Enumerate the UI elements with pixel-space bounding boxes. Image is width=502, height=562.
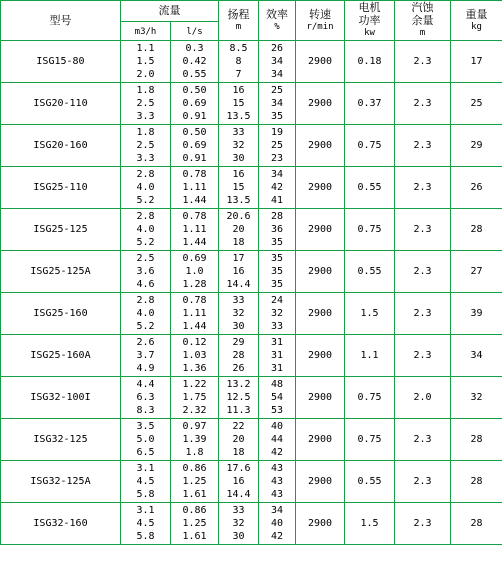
cell-model: ISG15-80	[1, 41, 121, 83]
cell-flow-ls-value: 1.03	[182, 350, 207, 361]
cell-weight: 29	[451, 125, 502, 167]
cell-flow-m3h	[121, 125, 171, 167]
cell-head-value: 14.4	[226, 279, 251, 290]
cell-flow-m3h-value: 2.5	[136, 98, 155, 109]
header-flow-m3h: m3/h	[121, 22, 171, 41]
cell-flow-m3h-value: 8.3	[136, 405, 155, 416]
cell-flow-ls	[171, 461, 219, 503]
cell-flow-ls-value: 1.75	[182, 392, 207, 403]
cell-flow-m3h-value: 5.2	[136, 237, 155, 248]
cell-head-value: 30	[232, 321, 245, 332]
cell-flow-m3h	[121, 167, 171, 209]
cell-efficiency-value: 43	[270, 463, 284, 474]
table-row	[1, 461, 502, 503]
cell-head-value: 7	[235, 69, 242, 80]
cell-flow-m3h-value: 2.8	[136, 295, 155, 306]
cell-efficiency-value: 19	[270, 127, 284, 138]
cell-flow-ls-value: 1.11	[182, 182, 207, 193]
cell-weight: 28	[451, 503, 502, 545]
cell-head	[219, 419, 259, 461]
table-header	[1, 1, 502, 41]
cell-efficiency-value: 43	[270, 476, 284, 487]
cell-efficiency-value: 34	[270, 169, 284, 180]
cell-head-value: 32	[232, 518, 245, 529]
cell-head-value: 16	[232, 476, 245, 487]
cell-flow-ls-value: 0.69	[182, 98, 207, 109]
cell-npsh: 2.3	[395, 419, 451, 461]
cell-head-value: 32	[232, 140, 245, 151]
cell-flow-ls-value: 0.50	[182, 127, 207, 138]
cell-efficiency-value: 36	[270, 224, 284, 235]
cell-efficiency-value: 26	[270, 43, 284, 54]
table-row	[1, 209, 502, 251]
cell-flow-m3h-value: 1.5	[136, 56, 155, 67]
cell-efficiency-value: 40	[270, 518, 284, 529]
cell-speed: 2900	[296, 419, 345, 461]
cell-head	[219, 377, 259, 419]
cell-head	[219, 251, 259, 293]
cell-efficiency-value: 25	[270, 140, 284, 151]
cell-head-value: 13.2	[226, 379, 251, 390]
cell-efficiency-value: 35	[270, 253, 284, 264]
cell-flow-ls-value: 1.11	[182, 224, 207, 235]
cell-npsh: 2.0	[395, 377, 451, 419]
cell-power: 0.18	[345, 41, 395, 83]
cell-flow-ls-value: 1.11	[182, 308, 207, 319]
cell-flow-ls	[171, 335, 219, 377]
cell-flow-ls-value: 1.36	[182, 363, 207, 374]
cell-flow-m3h-value: 2.0	[136, 69, 155, 80]
cell-efficiency	[259, 503, 296, 545]
cell-power: 0.55	[345, 461, 395, 503]
table-body	[1, 41, 502, 545]
cell-efficiency-value: 42	[270, 447, 284, 458]
cell-efficiency-value: 35	[270, 266, 284, 277]
cell-flow-ls-value: 1.22	[182, 379, 207, 390]
cell-flow-ls-value: 0.78	[182, 211, 207, 222]
cell-flow-m3h-value: 4.6	[136, 279, 155, 290]
cell-npsh: 2.3	[395, 293, 451, 335]
cell-head	[219, 335, 259, 377]
cell-efficiency-value: 31	[270, 363, 284, 374]
cell-flow-ls-value: 0.78	[182, 169, 207, 180]
cell-head	[219, 293, 259, 335]
cell-head-value: 33	[232, 505, 245, 516]
table-row	[1, 251, 502, 293]
cell-efficiency-value: 34	[270, 505, 284, 516]
cell-weight: 28	[451, 461, 502, 503]
cell-flow-m3h	[121, 377, 171, 419]
cell-power: 1.5	[345, 293, 395, 335]
cell-flow-m3h	[121, 335, 171, 377]
cell-efficiency-value: 35	[270, 237, 284, 248]
cell-speed: 2900	[296, 293, 345, 335]
cell-head-value: 15	[232, 182, 245, 193]
cell-flow-m3h-value: 5.8	[136, 531, 155, 542]
cell-flow-m3h	[121, 293, 171, 335]
cell-power: 0.75	[345, 209, 395, 251]
cell-flow-ls-value: 0.69	[182, 253, 207, 264]
cell-head-value: 14.4	[226, 489, 251, 500]
cell-flow-m3h-value: 3.7	[136, 350, 155, 361]
cell-efficiency-value: 25	[270, 85, 284, 96]
cell-efficiency-value: 48	[270, 379, 284, 390]
cell-flow-m3h-value: 5.2	[136, 195, 155, 206]
cell-flow-ls-value: 1.25	[182, 476, 207, 487]
cell-speed: 2900	[296, 503, 345, 545]
cell-flow-m3h-value: 5.8	[136, 489, 155, 500]
header-efficiency: 效率 %	[259, 1, 296, 41]
cell-efficiency	[259, 209, 296, 251]
cell-flow-ls	[171, 377, 219, 419]
cell-flow-ls-value: 0.50	[182, 85, 207, 96]
cell-weight: 27	[451, 251, 502, 293]
cell-flow-m3h	[121, 419, 171, 461]
cell-head-value: 15	[232, 98, 245, 109]
cell-flow-m3h-value: 3.3	[136, 153, 155, 164]
cell-power: 0.75	[345, 419, 395, 461]
cell-power: 0.75	[345, 125, 395, 167]
header-power: 电机 功率 kw	[345, 1, 395, 41]
cell-flow-m3h-value: 2.6	[136, 337, 155, 348]
cell-model: ISG20-110	[1, 83, 121, 125]
cell-speed: 2900	[296, 167, 345, 209]
cell-flow-ls-value: 1.61	[182, 489, 207, 500]
cell-head-value: 13.5	[226, 111, 251, 122]
cell-flow-m3h-value: 5.2	[136, 321, 155, 332]
cell-npsh: 2.3	[395, 83, 451, 125]
cell-head	[219, 167, 259, 209]
cell-flow-ls-value: 0.55	[182, 69, 207, 80]
cell-head-value: 18	[232, 237, 245, 248]
table-row	[1, 41, 502, 83]
cell-npsh: 2.3	[395, 125, 451, 167]
cell-model: ISG20-160	[1, 125, 121, 167]
table-row	[1, 83, 502, 125]
cell-flow-ls-value: 1.44	[182, 321, 207, 332]
cell-speed: 2900	[296, 83, 345, 125]
cell-flow-m3h-value: 2.5	[136, 253, 155, 264]
cell-head-value: 28	[232, 350, 245, 361]
cell-weight: 32	[451, 377, 502, 419]
cell-flow-m3h	[121, 503, 171, 545]
cell-efficiency	[259, 83, 296, 125]
cell-flow-ls-value: 2.32	[182, 405, 207, 416]
cell-flow-ls-value: 1.44	[182, 237, 207, 248]
cell-flow-ls-value: 1.0	[185, 266, 204, 277]
cell-power: 0.55	[345, 167, 395, 209]
cell-flow-m3h	[121, 461, 171, 503]
cell-flow-ls	[171, 251, 219, 293]
cell-efficiency-value: 34	[270, 69, 284, 80]
cell-flow-m3h-value: 5.0	[136, 434, 155, 445]
cell-flow-ls-value: 0.86	[182, 463, 207, 474]
cell-head-value: 22	[232, 421, 245, 432]
cell-flow-ls-value: 0.78	[182, 295, 207, 306]
cell-efficiency-value: 31	[270, 337, 284, 348]
cell-weight: 17	[451, 41, 502, 83]
cell-flow-ls-value: 1.44	[182, 195, 207, 206]
table-row	[1, 293, 502, 335]
cell-model: ISG25-160	[1, 293, 121, 335]
cell-flow-m3h-value: 3.5	[136, 421, 155, 432]
table-row	[1, 503, 502, 545]
cell-efficiency-value: 35	[270, 279, 284, 290]
cell-model: ISG32-125	[1, 419, 121, 461]
cell-flow-m3h-value: 4.0	[136, 224, 155, 235]
cell-flow-m3h-value: 2.5	[136, 140, 155, 151]
cell-flow-ls-value: 0.86	[182, 505, 207, 516]
cell-speed: 2900	[296, 209, 345, 251]
cell-efficiency	[259, 335, 296, 377]
cell-power: 0.37	[345, 83, 395, 125]
table-row	[1, 377, 502, 419]
cell-efficiency-value: 31	[270, 350, 284, 361]
cell-flow-ls	[171, 293, 219, 335]
cell-head-value: 29	[232, 337, 245, 348]
cell-flow-m3h-value: 4.4	[136, 379, 155, 390]
cell-efficiency-value: 28	[270, 211, 284, 222]
cell-head-value: 20.6	[226, 211, 251, 222]
cell-efficiency-value: 42	[270, 182, 284, 193]
cell-head-value: 20	[232, 434, 245, 445]
cell-efficiency-value: 42	[270, 531, 284, 542]
cell-head	[219, 503, 259, 545]
cell-flow-ls	[171, 209, 219, 251]
cell-efficiency-value: 35	[270, 111, 284, 122]
cell-weight: 39	[451, 293, 502, 335]
cell-head	[219, 125, 259, 167]
cell-flow-m3h-value: 4.0	[136, 182, 155, 193]
cell-flow-m3h-value: 1.8	[136, 85, 155, 96]
cell-efficiency-value: 33	[270, 321, 284, 332]
cell-head-value: 8.5	[229, 43, 248, 54]
cell-efficiency	[259, 167, 296, 209]
header-flow: 流量	[121, 1, 219, 22]
cell-flow-m3h-value: 4.0	[136, 308, 155, 319]
cell-efficiency-value: 23	[270, 153, 284, 164]
cell-flow-m3h-value: 3.1	[136, 463, 155, 474]
cell-flow-m3h-value: 4.9	[136, 363, 155, 374]
cell-weight: 26	[451, 167, 502, 209]
cell-head-value: 16	[232, 85, 245, 96]
cell-flow-m3h	[121, 41, 171, 83]
cell-npsh: 2.3	[395, 503, 451, 545]
cell-flow-m3h-value: 3.6	[136, 266, 155, 277]
cell-flow-m3h-value: 4.5	[136, 476, 155, 487]
cell-model: ISG25-160A	[1, 335, 121, 377]
cell-efficiency-value: 43	[270, 489, 284, 500]
cell-efficiency	[259, 293, 296, 335]
cell-power: 1.1	[345, 335, 395, 377]
cell-flow-m3h	[121, 251, 171, 293]
cell-flow-ls-value: 0.3	[185, 43, 204, 54]
cell-efficiency	[259, 125, 296, 167]
cell-head-value: 33	[232, 127, 245, 138]
cell-flow-ls	[171, 83, 219, 125]
cell-head-value: 30	[232, 153, 245, 164]
cell-flow-ls	[171, 419, 219, 461]
cell-flow-m3h-value: 6.3	[136, 392, 155, 403]
cell-flow-ls-value: 0.97	[182, 421, 207, 432]
cell-head-value: 12.5	[226, 392, 251, 403]
cell-speed: 2900	[296, 335, 345, 377]
cell-flow-ls	[171, 503, 219, 545]
cell-npsh: 2.3	[395, 209, 451, 251]
header-model: 型号	[1, 1, 121, 41]
cell-speed: 2900	[296, 461, 345, 503]
cell-model: ISG32-160	[1, 503, 121, 545]
cell-flow-m3h-value: 1.1	[136, 43, 155, 54]
cell-flow-m3h	[121, 83, 171, 125]
cell-speed: 2900	[296, 377, 345, 419]
header-weight: 重量 kg	[451, 1, 502, 41]
cell-flow-m3h-value: 4.5	[136, 518, 155, 529]
cell-head-value: 33	[232, 295, 245, 306]
header-speed: 转速 r/min	[296, 1, 345, 41]
cell-head-value: 17	[232, 253, 245, 264]
cell-weight: 28	[451, 209, 502, 251]
cell-npsh: 2.3	[395, 41, 451, 83]
header-head: 扬程 m	[219, 1, 259, 41]
cell-flow-ls-value: 1.8	[185, 447, 204, 458]
cell-efficiency-value: 40	[270, 421, 284, 432]
cell-head-value: 16	[232, 266, 245, 277]
cell-efficiency-value: 34	[270, 98, 284, 109]
cell-model: ISG32-125A	[1, 461, 121, 503]
cell-flow-m3h	[121, 209, 171, 251]
cell-efficiency-value: 34	[270, 56, 284, 67]
cell-flow-ls-value: 1.61	[182, 531, 207, 542]
cell-flow-ls-value: 0.42	[182, 56, 207, 67]
cell-flow-ls	[171, 41, 219, 83]
cell-head-value: 30	[232, 531, 245, 542]
cell-flow-ls-value: 0.12	[182, 337, 207, 348]
cell-head	[219, 461, 259, 503]
cell-head-value: 20	[232, 224, 245, 235]
cell-flow-m3h-value: 3.3	[136, 111, 155, 122]
cell-head-value: 17.6	[226, 463, 251, 474]
table-row	[1, 125, 502, 167]
cell-head-value: 16	[232, 169, 245, 180]
cell-model: ISG25-125A	[1, 251, 121, 293]
cell-head-value: 8	[235, 56, 242, 67]
cell-efficiency	[259, 461, 296, 503]
cell-speed: 2900	[296, 251, 345, 293]
cell-model: ISG32-100I	[1, 377, 121, 419]
table-row	[1, 335, 502, 377]
cell-efficiency-value: 44	[270, 434, 284, 445]
table-row	[1, 167, 502, 209]
cell-head-value: 32	[232, 308, 245, 319]
cell-efficiency-value: 24	[270, 295, 284, 306]
cell-head	[219, 83, 259, 125]
cell-efficiency	[259, 419, 296, 461]
cell-weight: 34	[451, 335, 502, 377]
cell-head	[219, 41, 259, 83]
cell-head	[219, 209, 259, 251]
cell-head-value: 18	[232, 447, 245, 458]
cell-efficiency	[259, 41, 296, 83]
cell-flow-ls-value: 0.91	[182, 111, 207, 122]
cell-efficiency-value: 53	[270, 405, 284, 416]
cell-flow-ls	[171, 125, 219, 167]
cell-npsh: 2.3	[395, 167, 451, 209]
cell-efficiency-value: 54	[270, 392, 284, 403]
cell-npsh: 2.3	[395, 335, 451, 377]
cell-efficiency	[259, 377, 296, 419]
cell-head-value: 26	[232, 363, 245, 374]
cell-flow-ls-value: 1.25	[182, 518, 207, 529]
cell-speed: 2900	[296, 125, 345, 167]
table-row	[1, 419, 502, 461]
cell-flow-ls-value: 0.91	[182, 153, 207, 164]
cell-power: 1.5	[345, 503, 395, 545]
cell-flow-m3h-value: 2.8	[136, 211, 155, 222]
cell-flow-m3h-value: 6.5	[136, 447, 155, 458]
cell-weight: 25	[451, 83, 502, 125]
cell-power: 0.55	[345, 251, 395, 293]
cell-flow-ls-value: 0.69	[182, 140, 207, 151]
cell-npsh: 2.3	[395, 251, 451, 293]
cell-efficiency-value: 32	[270, 308, 284, 319]
cell-weight: 28	[451, 419, 502, 461]
cell-head-value: 11.3	[226, 405, 251, 416]
cell-speed: 2900	[296, 41, 345, 83]
cell-flow-m3h-value: 2.8	[136, 169, 155, 180]
cell-efficiency	[259, 251, 296, 293]
cell-efficiency-value: 41	[270, 195, 284, 206]
cell-flow-ls	[171, 167, 219, 209]
cell-model: ISG25-110	[1, 167, 121, 209]
cell-model: ISG25-125	[1, 209, 121, 251]
cell-flow-ls-value: 1.28	[182, 279, 207, 290]
cell-flow-m3h-value: 1.8	[136, 127, 155, 138]
cell-power: 0.75	[345, 377, 395, 419]
cell-head-value: 13.5	[226, 195, 251, 206]
header-npsh: 汽蚀 余量 m	[395, 1, 451, 41]
cell-flow-m3h-value: 3.1	[136, 505, 155, 516]
cell-flow-ls-value: 1.39	[182, 434, 207, 445]
cell-npsh: 2.3	[395, 461, 451, 503]
header-flow-ls: l/s	[171, 22, 219, 41]
